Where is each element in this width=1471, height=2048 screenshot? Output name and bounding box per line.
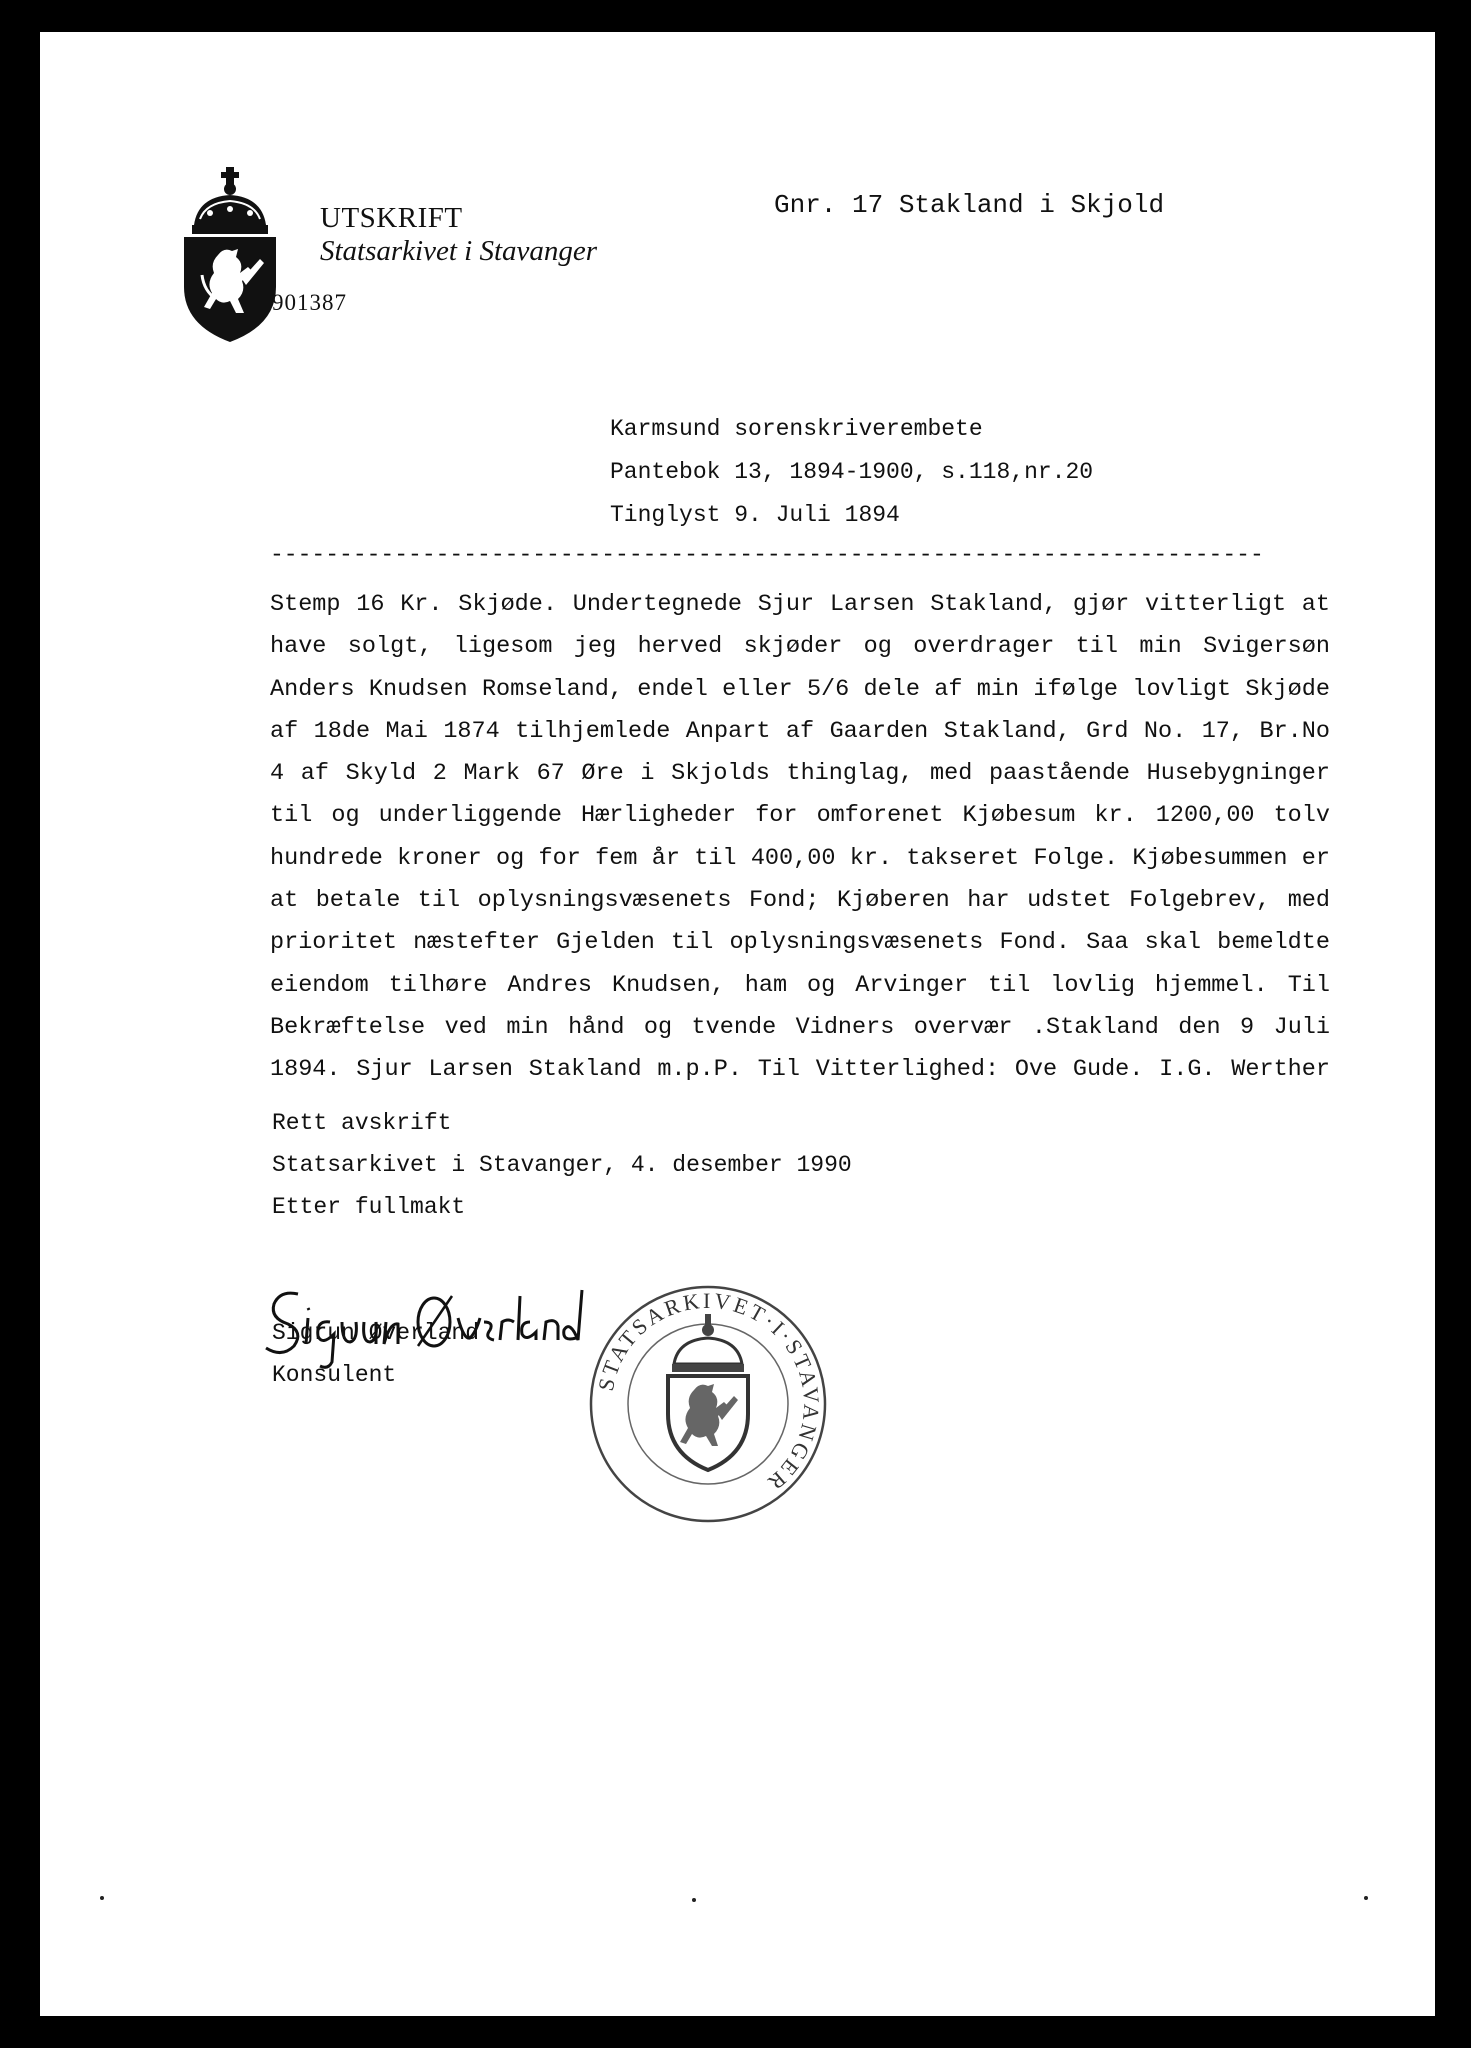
certification-authority: Etter fullmakt bbox=[272, 1194, 466, 1220]
signer-name: Sigrun Øverland bbox=[272, 1320, 480, 1346]
deed-line: eiendom tilhøre Andres Knudsen, ham og Arvinger til lovlig hjemmel. Til bbox=[270, 971, 1330, 999]
deed-line: 4 af Skyld 2 Mark 67 Øre i Skjolds thinglag, med paastående Husebygninger bbox=[270, 760, 1330, 788]
deed-text bbox=[270, 584, 1330, 1092]
record-registered: Tinglyst 9. Juli 1894 bbox=[610, 502, 900, 528]
document-number: 901387 bbox=[272, 290, 347, 315]
deed-line: have solgt, ligesom jeg herved skjøder og overdrager til min Svigersøn bbox=[270, 633, 1330, 661]
deed-line: at betale til oplysningsvæsenets Fond; Kjøberen har udstet Folgebrev, med bbox=[270, 887, 1330, 915]
signer-title: Konsulent bbox=[272, 1362, 397, 1388]
header-title: UTSKRIFT bbox=[320, 202, 463, 234]
deed-line: Bekræftelse ved min hånd og tvende Vidners overvær .Stakland den 9 Juli bbox=[270, 1013, 1330, 1041]
deed-line: Anders Knudsen Romseland, endel eller 5/6 dele af min ifølge lovligt Skjøde bbox=[270, 675, 1330, 703]
scan-mark bbox=[100, 1896, 104, 1900]
svg-text:STATSARKIVET·I·STAVANGER: STATSARKIVET·I·STAVANGER bbox=[592, 1287, 825, 1498]
deed-line: hundrede kroner og for fem år til 400,00 kr. takseret Folge. Kjøbesummen er bbox=[270, 844, 1330, 872]
record-book: Pantebok 13, 1894-1900, s.118,nr.20 bbox=[610, 459, 1094, 485]
deed-line: til og underliggende Hærligheder for omforenet Kjøbesum kr. 1200,00 tolv bbox=[270, 802, 1330, 830]
dashed-divider: ------------------------------------------------------------------------ bbox=[270, 542, 1264, 568]
certification-place-date: Statsarkivet i Stavanger, 4. desember 1990 bbox=[272, 1152, 852, 1178]
property-reference: Gnr. 17 Stakland i Skjold bbox=[774, 190, 1165, 220]
header-subtitle: Statsarkivet i Stavanger bbox=[320, 235, 598, 267]
deed-line: af 18de Mai 1874 tilhjemlede Anpart af Gaarden Stakland, Grd No. 17, Br.No bbox=[270, 717, 1330, 745]
document-page bbox=[40, 32, 1435, 2016]
certification-line: Rett avskrift bbox=[272, 1110, 452, 1136]
coat-of-arms-icon bbox=[180, 167, 280, 342]
scan-mark bbox=[692, 1898, 696, 1902]
official-seal-icon bbox=[588, 1284, 828, 1524]
deed-line: 1894. Sjur Larsen Stakland m.p.P. Til Vitterlighed: Ove Gude. I.G. Werther bbox=[270, 1056, 1330, 1084]
deed-line: Stemp 16 Kr. Skjøde. Undertegnede Sjur Larsen Stakland, gjør vitterligt at bbox=[270, 591, 1330, 618]
deed-line: prioritet næstefter Gjelden til oplysningsvæsenets Fond. Saa skal bemeldte bbox=[270, 929, 1330, 957]
scan-mark bbox=[1364, 1896, 1368, 1900]
record-office: Karmsund sorenskriverembete bbox=[610, 416, 983, 442]
